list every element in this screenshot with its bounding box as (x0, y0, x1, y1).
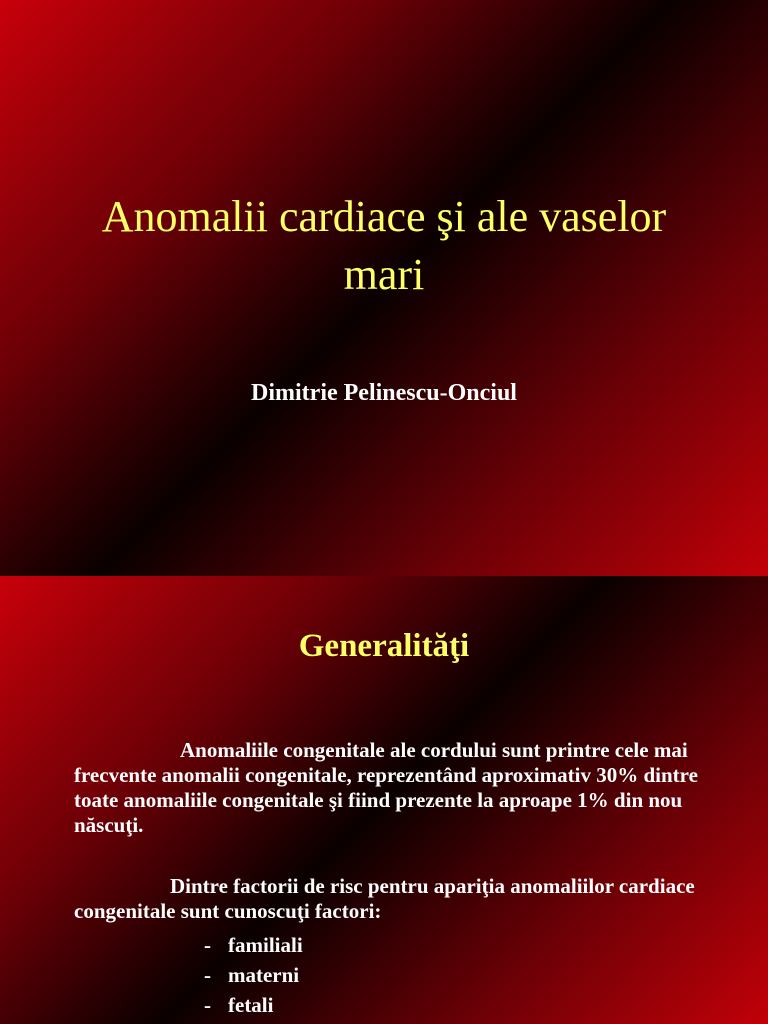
risk-factor-list (204, 930, 303, 1020)
list-item (204, 960, 303, 990)
slide-author: Dimitrie Pelinescu-Onciul (251, 380, 517, 406)
list-item (204, 930, 303, 960)
slide-2 (0, 576, 768, 1024)
slide-title (0, 188, 768, 304)
list-item-label: familiali (228, 933, 303, 957)
list-bullet: - (204, 933, 211, 957)
paragraph-risk-factors: Dintre factorii de risc pentru apariţia anomaliilor cardiace congenitale sunt cunoscuţi factori: (74, 874, 695, 923)
paragraph-incidence: Anomaliile congenitale ale cordului sunt printre cele mai frecvente anomalii congenitale, reprezentând aproximativ 30% dintre toate anomaliile congenitale şi fiind prezente la aproape 1% din nou născuţi. (74, 738, 698, 837)
list-item-label: materni (228, 963, 300, 987)
list-item (204, 990, 303, 1020)
slide-2-title: Generalităţi (298, 628, 470, 664)
list-bullet: - (204, 963, 211, 987)
list-item-label: fetali (228, 993, 274, 1017)
list-bullet: - (204, 993, 211, 1017)
slide-title-line-2: mari (343, 250, 425, 299)
slide-title-line-1: Anomalii cardiace şi ale vaselor (101, 192, 667, 241)
